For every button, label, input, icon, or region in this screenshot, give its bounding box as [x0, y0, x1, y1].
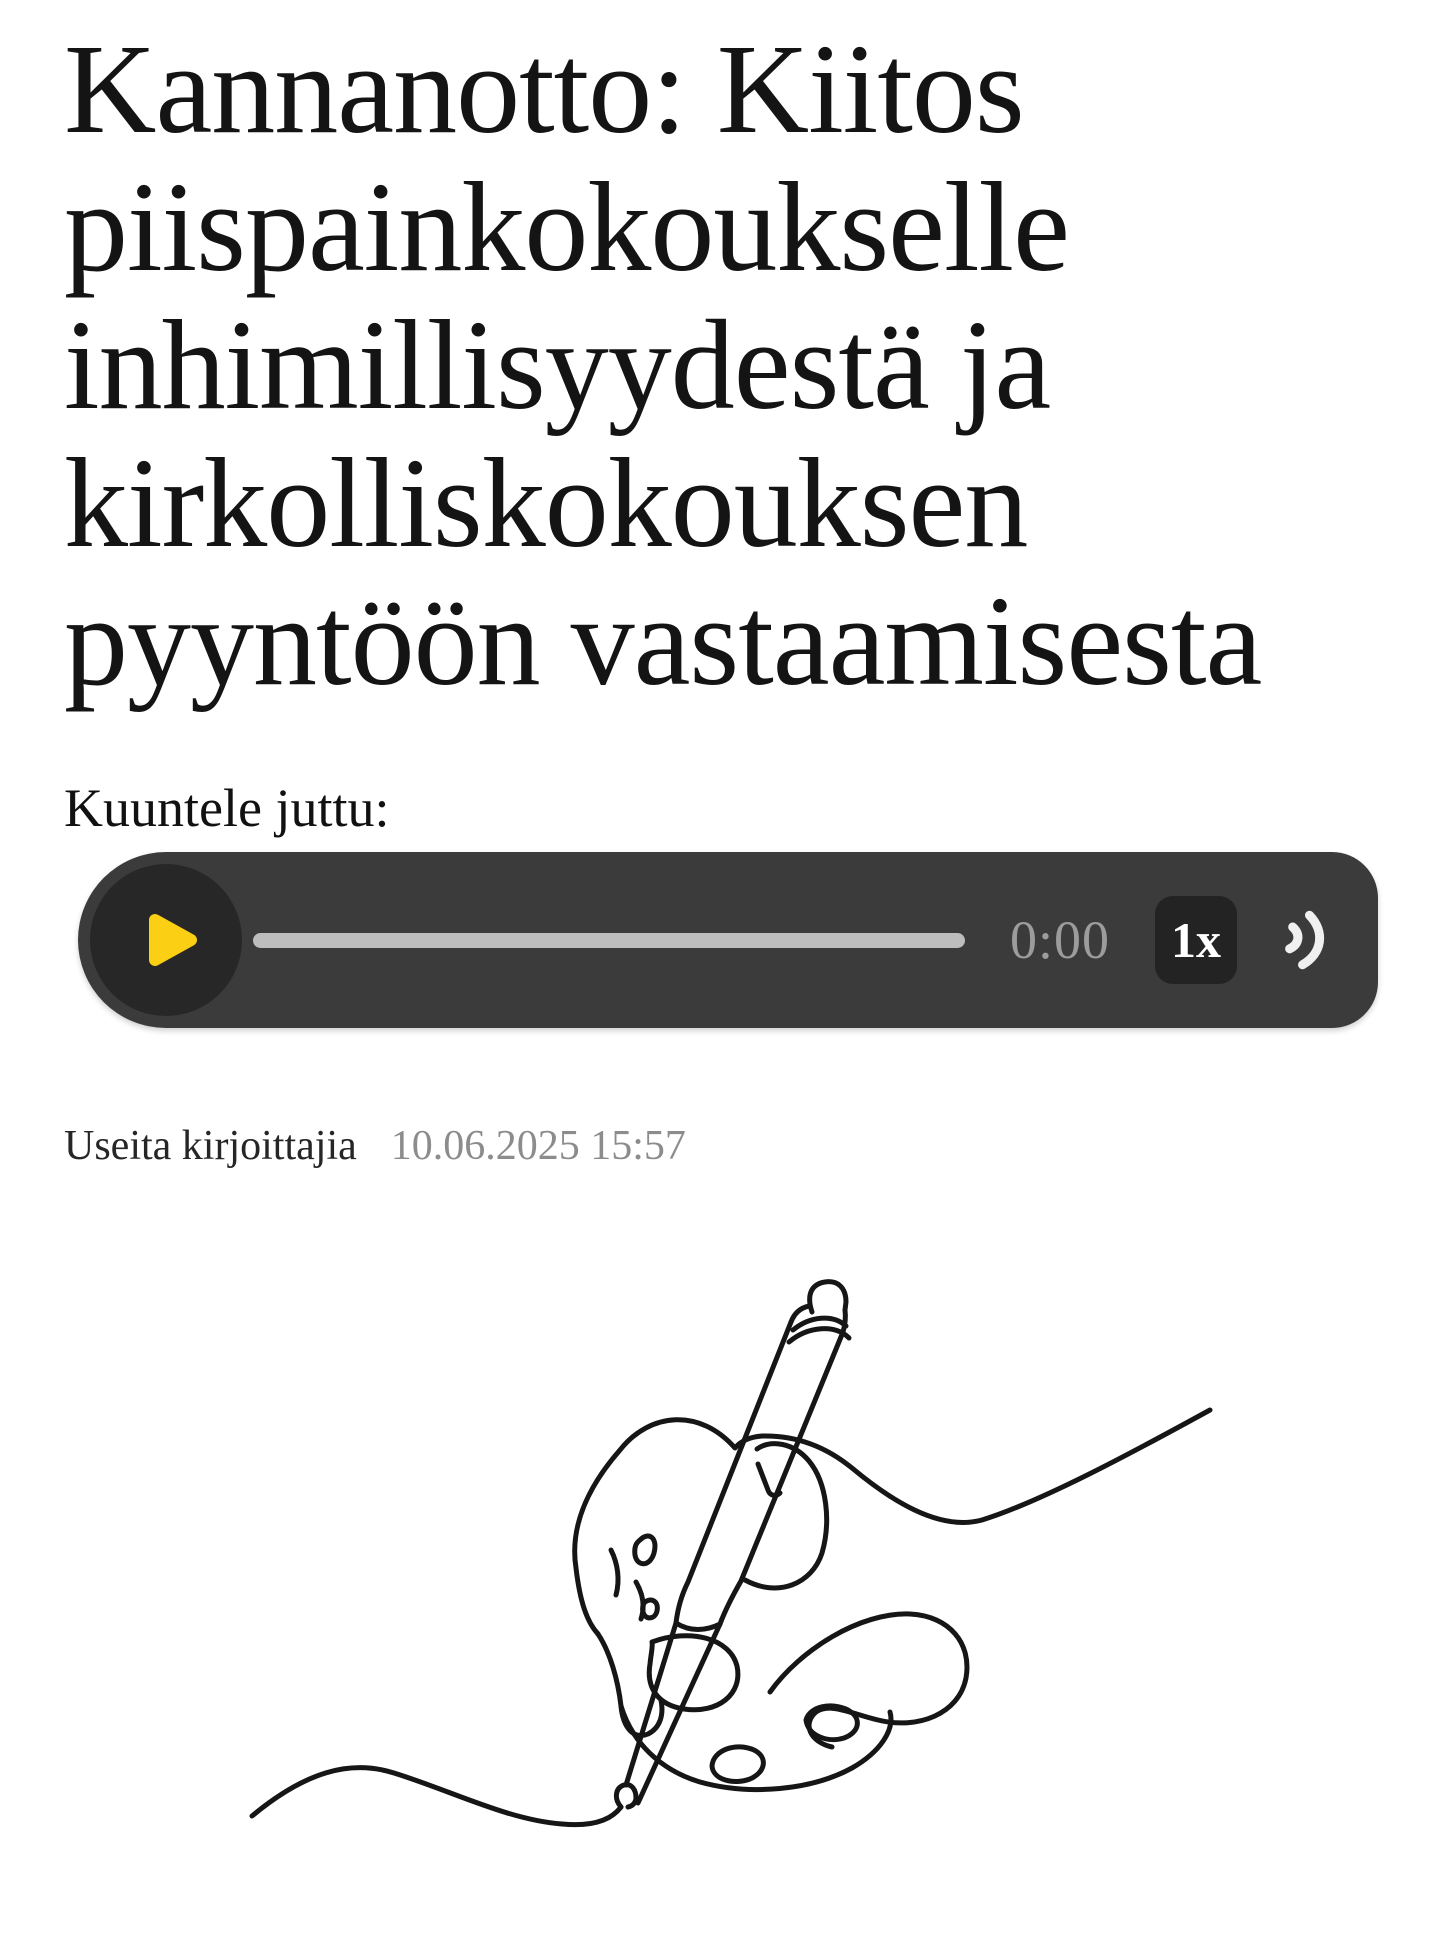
- title-line: inhimillisyydestä ja: [64, 294, 1051, 436]
- current-time: 0:00: [1009, 910, 1110, 970]
- play-button[interactable]: [90, 864, 242, 1016]
- volume-waves-icon: [1282, 907, 1330, 973]
- title-line: kirkolliskokouksen: [64, 432, 1028, 574]
- volume-button[interactable]: [1282, 907, 1330, 973]
- progress-bar[interactable]: [253, 933, 965, 948]
- listen-story-label: Kuuntele juttu:: [64, 778, 390, 838]
- play-icon: [139, 908, 203, 972]
- audio-player: [78, 852, 1378, 1028]
- title-line: pyyntöön vastaamisesta: [64, 570, 1262, 712]
- title-line: Kannanotto: Kiitos: [64, 18, 1024, 160]
- publish-datetime: 10.06.2025 15:57: [390, 1123, 686, 1169]
- playback-rate-button[interactable]: [1155, 896, 1237, 984]
- byline: [64, 1120, 1384, 1172]
- author-name: Useita kirjoittajia: [64, 1123, 357, 1169]
- page-title: [64, 20, 1384, 710]
- title-line: piispainkokoukselle: [64, 156, 1069, 298]
- article-content: [0, 20, 1440, 1172]
- hand-writing-illustration: [0, 1250, 1440, 1920]
- playback-rate-label: 1x: [1171, 912, 1221, 968]
